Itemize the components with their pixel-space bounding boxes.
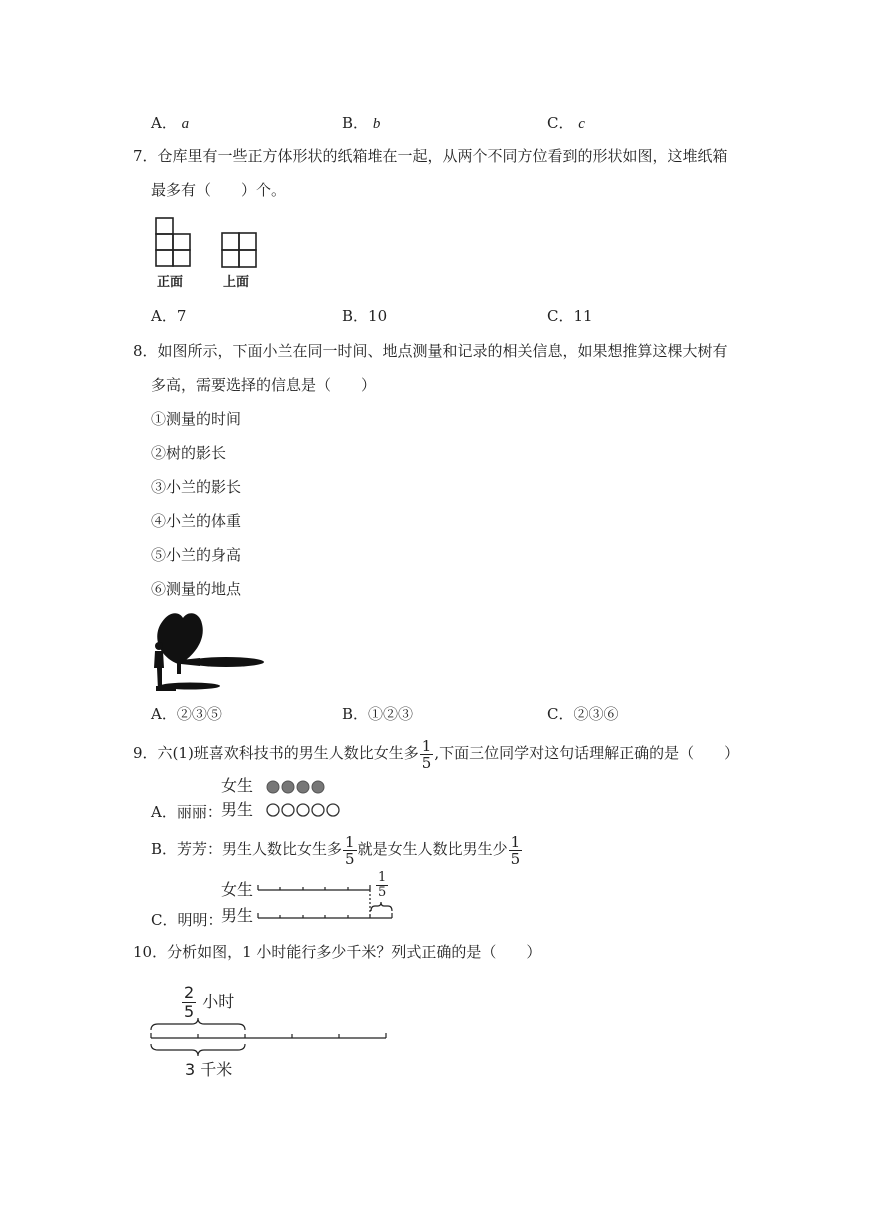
q9-a-boys-label: 男生 (221, 800, 254, 819)
q10-segment-diagram (148, 1016, 390, 1060)
q9-b-fraction-1: $\frac{1}{5}$ (345, 832, 355, 868)
q7-option-b[interactable]: B．10 (342, 307, 388, 325)
q7-label-front: 正面 (157, 275, 184, 290)
q9-option-c[interactable]: C．明明： (151, 911, 223, 929)
q7-stem-line2: 最多有（ ）个。 (151, 181, 287, 199)
q9-boys-circles (265, 801, 349, 819)
q10-fraction-label: $\frac{2}{5}$ 小时 (184, 983, 235, 1021)
q9-c-fraction: $\frac{1}{5}$ (378, 870, 387, 900)
q7-label-top: 上面 (223, 275, 250, 290)
q8-item-4: ④小兰的体重 (151, 512, 242, 530)
q7-top-view (221, 232, 259, 269)
q9-c-segment-diagram (257, 882, 397, 924)
q6-option-a[interactable]: A． a (151, 114, 190, 132)
q10-km-label: 3 千米 (185, 1060, 233, 1079)
q7-stem-line1: 7．仓库里有一些正方体形状的纸箱堆在一起，从两个不同方位看到的形状如图，这堆纸箱 (133, 147, 728, 165)
q8-item-1: ①测量的时间 (151, 410, 242, 428)
q6-option-c[interactable]: C． c (547, 114, 585, 132)
q9-stem: 9．六(1)班喜欢科技书的男生人数比女生多 $\frac{1}{5}$ ,下面三位同学对这句话理解正确的是（ ） (133, 736, 740, 772)
q7-option-c[interactable]: C．11 (547, 307, 593, 325)
q8-item-5: ⑤小兰的身高 (151, 546, 242, 564)
q9-option-b[interactable]: B．芳芳：男生人数比女生多 $\frac{1}{5}$ 就是女生人数比男生少 $\frac{1}{5}$ (151, 832, 521, 868)
q8-option-b[interactable]: B．①②③ (342, 705, 414, 723)
q10-stem: 10．分析如图，1 小时能行多少千米？列式正确的是（ ） (133, 943, 542, 961)
q7-option-a[interactable]: A．7 (151, 307, 187, 325)
q8-stem-line2: 多高，需要选择的信息是（ ） (151, 376, 377, 394)
q8-item-6: ⑥测量的地点 (151, 580, 242, 598)
q7-front-view (155, 217, 195, 269)
q8-item-3: ③小兰的影长 (151, 478, 242, 496)
q8-option-a[interactable]: A．②③⑤ (151, 705, 222, 723)
q9-option-a[interactable]: A．丽丽： (151, 803, 222, 821)
q9-b-fraction-2: $\frac{1}{5}$ (510, 832, 521, 868)
q9-a-girls-label: 女生 (221, 776, 254, 795)
q6-option-b[interactable]: B． b (342, 114, 381, 132)
q8-tree-shadow-illustration (150, 606, 266, 694)
q9-stem-fraction: $\frac{1}{5}$ (421, 736, 432, 772)
q9-c-girls-label: 女生 (221, 880, 254, 899)
q9-c-boys-label: 男生 (221, 906, 254, 925)
q8-stem-line1: 8．如图所示，下面小兰在同一时间、地点测量和记录的相关信息，如果想推算这棵大树有 (133, 342, 728, 360)
q9-girls-dots (265, 778, 335, 796)
q8-item-2: ②树的影长 (151, 444, 227, 462)
q8-option-c[interactable]: C．②③⑥ (547, 705, 619, 723)
q10-fraction: $\frac{2}{5}$ (184, 983, 195, 1021)
